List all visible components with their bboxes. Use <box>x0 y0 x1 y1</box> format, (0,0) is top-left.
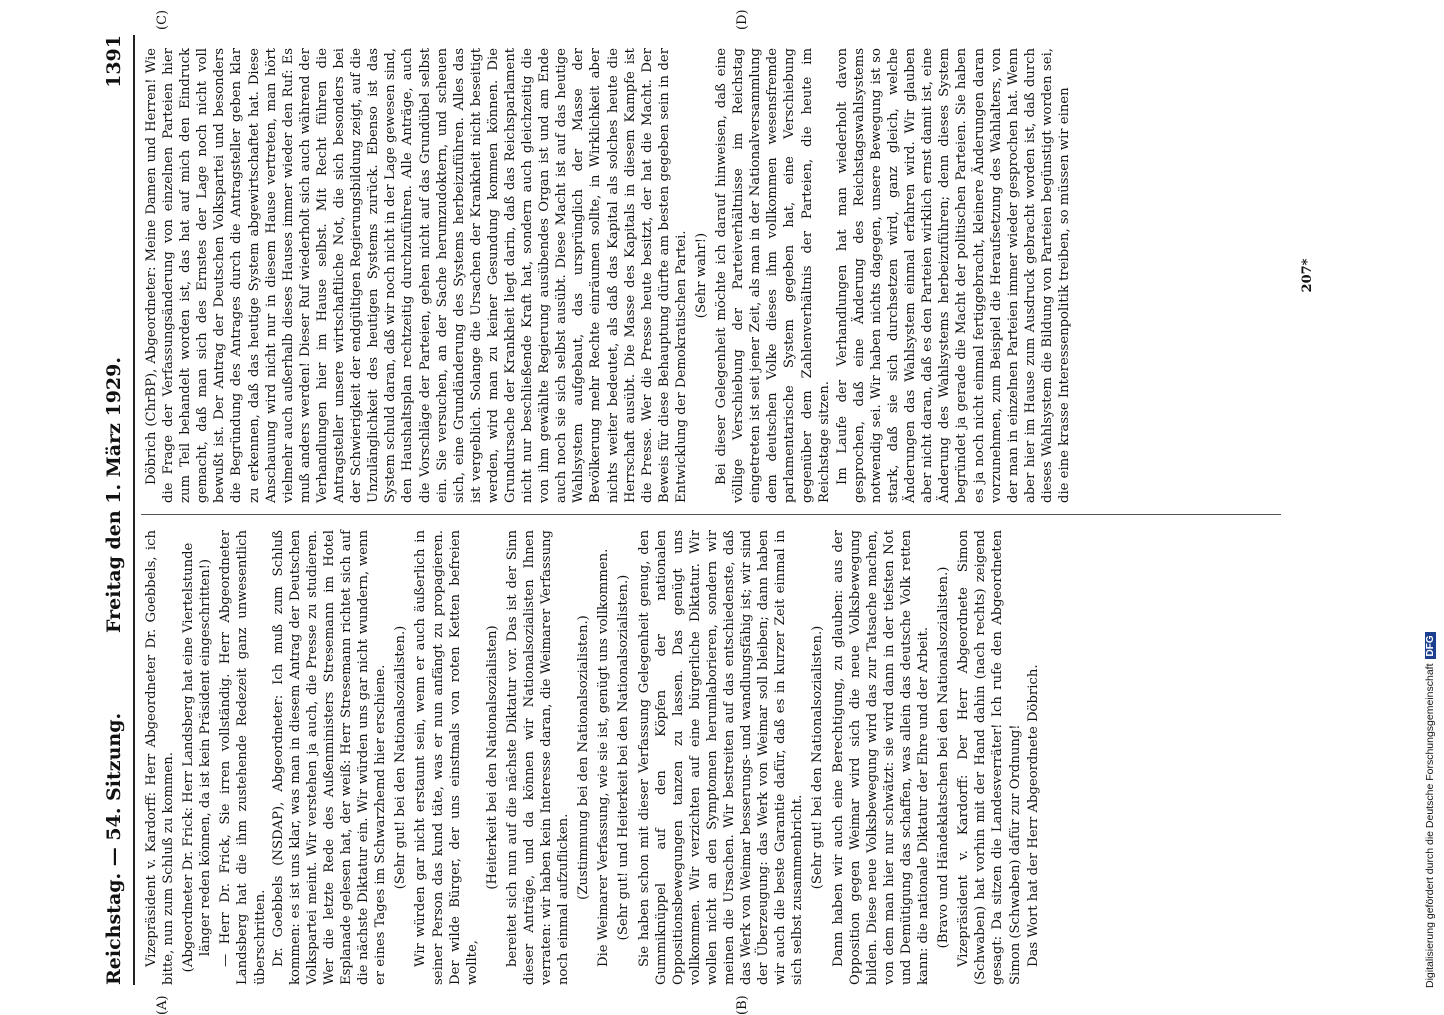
header-date: Freitag den 1. März 1929. <box>103 357 125 633</box>
paragraph: Die Weimarer Verfassung, wie sie ist, genügt uns vollkommen. <box>596 548 612 967</box>
paragraph: — Herr Dr. Frick, Sie irren vollständig. Herr Abgeordneter Landsberg hat die ihm zustehende Redezeit ganz unwesentlich überschritten. <box>218 530 268 985</box>
marker-d: (D) <box>735 9 750 30</box>
paragraph: Döbrich (ChrBP), Abgeordneter: Meine Damen und Herren! Wie die Frage der Verfassungsänderung von einzelnen Parteien hier zum Teil behandelt worden ist, das hat auf mich den Eindruck gemacht, daß man sich des Ernstes der Lage noch nicht voll bewußt ist. Der Antrag der Deutschen Volkspartei und besonders die Begründung des Antrages durch die Antragsteller geben klar zu erkennen, daß das heutige System abgewirtschaftet hat. Diese Anschauung wird nicht nur in diesem Hause vertreten, man hört vielmehr auch außerhalb dieses Hauses immer wieder den Ruf: Es muß anders werden! Dieser Ruf wiederholt sich auch während der Verhandlungen hier im Hause selbst. Mit Recht führen die Antragsteller unsere wirtschaftliche Not, die sich besonders bei der Schwierigkeit der endgültigen Regierungsbildung zeigt, auf die Unzulänglichkeit des heutigen Systems zurück. Ebenso ist das System schuld daran, daß wir noch nicht in der Lage gewesen sind, den Haushaltsplan rechtzeitig durchzuführen. Alle Anträge, auch die Vorschläge der Parteien, gehen nicht auf das Grundübel selbst ein. Sie versuchen, an der Sache herumzudoktern, und scheuen sich, eine Grundänderung des Systems herbeizuführen. Alles das ist vergeblich. Solange die Ursachen der Krankheit nicht beseitigt werden, wird man zu keiner Gesundung kommen können. Die Grundursache der Krankheit liegt darin, daß das Reichsparlament nicht nur beschließende Kraft hat, sondern auch gleichzeitig die von ihm gewählte Regierung ausübendes Organ ist und am Ende auch noch sie sich selbst ausübt. Diese Macht ist auf das heutige Wahlsystem aufgebaut, das ursprünglich der Masse der Bevölkerung mehr Rechte einräumen sollte, in Wirklichkeit aber nichts weiter bedeutet, als daß das Kapital als solches heute die Herrschaft ausübt. Die Masse des Kapitals in diesem Kampfe ist die Presse. Wer die Presse heute besitzt, der hat die Macht. Der Beweis für diese Behauptung dürfte am besten gegeben sein in der Entwicklung der Demokratischen Partei. <box>144 48 689 503</box>
header-left: Reichstag. — 54. Sitzung. <box>103 712 125 985</box>
paragraph: Dr. Goebbels (NSDAP), Abgeordneter: Ich muß zum Schluß kommen: es ist uns klar, was man in diesem Antrag der Deutschen Volkspartei meint. Wir verstehen ja auch, die Presse zu studieren. Wer die letzte Rede des Außenministers Stresemann im Hotel Esplanade gelesen hat, der weiß: Herr Stresemann richtet sich auf die nächste Diktatur ein. Wir würden uns gar nicht wundern, wenn er eines Tages im Schwarzhemd hier erschiene. <box>270 530 389 985</box>
margin-credit-text: Digitalisierung gefördert durch die Deutsche Forschungsgemeinschaft <box>1424 663 1436 988</box>
paragraph: Bei dieser Gelegenheit möchte ich darauf hinweisen, daß eine völlige Verschiebung der Parteiverhältnisse im Reichstag eingetreten ist seit jener Zeit, als man in der Nationalversammlung dem deutschen Volke dieses ihm vollkommen wesensfremde parlamentarische System gegeben hat, eine Verschiebung gegenüber dem Zahlenverhältnis der Parteien, die heute im Reichstage sitzen. <box>714 48 832 503</box>
paragraph: Dann haben wir auch eine Berechtigung, zu glauben: aus der Opposition gegen Weimar wird sich die neue Volksbewegung bilden. Diese neue Volksbewegung wird das zur Tatsache machen, von dem man hier nur schwätzt: sie wird dann in der tiefsten Not und Demütigung das schaffen, was allein das deutsche Volk retten kann: die nationale Diktatur der Ehre und der Arbeit. <box>830 530 932 985</box>
paragraph: Sie haben schon mit dieser Verfassung Gelegenheit genug, den Gummiknüppel auf den Köpfen der nationalen Oppositionsbewegungen tanzen zu lassen. Das genügt uns vollkommen. Wir verzichten auf eine bürgerliche Diktatur. Wir wollen nicht an den Symptomen herumlaborieren, sondern wir meinen die Ursachen. Wir bestreiten auf das entschiedenste, daß das Werk von Weimar besserungs- und wandlungsfähig ist; wir sind der Überzeugung: das Werk von Weimar soll bleiben; dann haben wir auch die beste Garantie dafür, daß es in kurzer Zeit einmal in sich selbst zusammenbricht. <box>636 530 806 985</box>
interjection: (Zustimmung bei den Nationalsozialisten.) <box>576 615 592 900</box>
signature-mark: 207* <box>1300 258 1315 293</box>
interjection: (Sehr gut! bei den Nationalsozialisten.) <box>810 625 826 890</box>
interjection: (Abgeordneter Dr. Frick: Herr Landsberg hat eine Viertelstunde länger reden können, da ist kein Präsident eingeschritten!) <box>181 542 214 973</box>
marker-b: (B) <box>735 995 750 1015</box>
interjection: (Sehr gut! und Heiterkeit bei den Nationalsozialisten.) <box>616 574 632 941</box>
column-divider <box>141 514 1281 515</box>
interjection: (Sehr gut! bei den Nationalsozialisten.) <box>393 625 409 890</box>
interjection: (Bravo und Händeklatschen bei den Nationalsozialisten.) <box>936 566 952 949</box>
left-column <box>143 530 1043 985</box>
dfg-logo: DFG <box>1425 632 1436 659</box>
marker-c: (C) <box>155 9 170 30</box>
header-rule <box>133 35 135 985</box>
paragraph: Das Wort hat der Herr Abgeordnete Döbrich. <box>1025 664 1041 967</box>
marker-a: (A) <box>155 995 170 1015</box>
interjection: (Sehr wahr!) <box>694 232 709 319</box>
margin-credit <box>1424 8 1444 998</box>
paragraph: Vizepräsident v. Kardorff: Herr Abgeordneter Dr. Goebbels, ich bitte, nun zum Schluß zu kommen. <box>144 530 177 985</box>
paragraph: Vizepräsident v. Kardorff: Der Herr Abgeordnete Simon (Schwaben) hat vorhin mit der Hand dahin (nach rechts) zeigend gesagt: Da sitzen die Landesverräter! Ich rufe den Abgeordneten Simon (Schwaben) dafür zur Ordnung! <box>956 530 1023 985</box>
interjection: (Heiterkeit bei den Nationalsozialisten) <box>484 625 500 890</box>
page-number: 1391 <box>103 35 125 88</box>
right-column <box>143 48 1074 503</box>
rotated-page <box>95 9 1335 1015</box>
paragraph: bereitet sich nun auf die nächste Diktatur vor. Das ist der Sinn dieser Anträge, und da können wir Nationalsozialisten Ihnen verraten: wir haben kein Interesse daran, die Weimarer Verfassung noch einmal aufzuflicken. <box>504 530 572 985</box>
page-header <box>95 35 131 985</box>
paragraph: Wir würden gar nicht erstaunt sein, wenn er auch äußerlich in seiner Person das kund täte, was er nun anfängt zu propagieren. Der wilde Bürger, der uns einstmals von roten Ketten befreien wollte, <box>413 530 480 985</box>
paragraph: Im Laufe der Verhandlungen hat man wiederholt davon gesprochen, daß eine Änderung des Reichstagswahlsystems notwendig sei. Wir haben nichts dagegen, unsere Bewegung ist so stark, daß sie sich durchsetzen wird, ganz gleich, welche Änderungen das Wahlsystem einmal erfahren wird. Wir glauben aber nicht daran, daß es den Parteien wirklich ernst damit ist, eine Änderung des Wahlsystems herbeizuführen; denn dieses System begründet ja gerade die Macht der politischen Parteien. Sie haben es ja noch nicht einmal fertiggebracht, kleinere Änderungen daran vorzunehmen, zum Beispiel die Heraufsetzung des Wahlalters, von der man in einzelnen Parteien immer wieder gesprochen hat. Wenn aber hier im Hause zum Ausdruck gebracht worden ist, daß durch dieses Wahlsystem die Bildung von Parteien begünstigt worden sei, die eine krasse Interessenpolitik treiben, so müssen wir einen <box>834 48 1072 503</box>
